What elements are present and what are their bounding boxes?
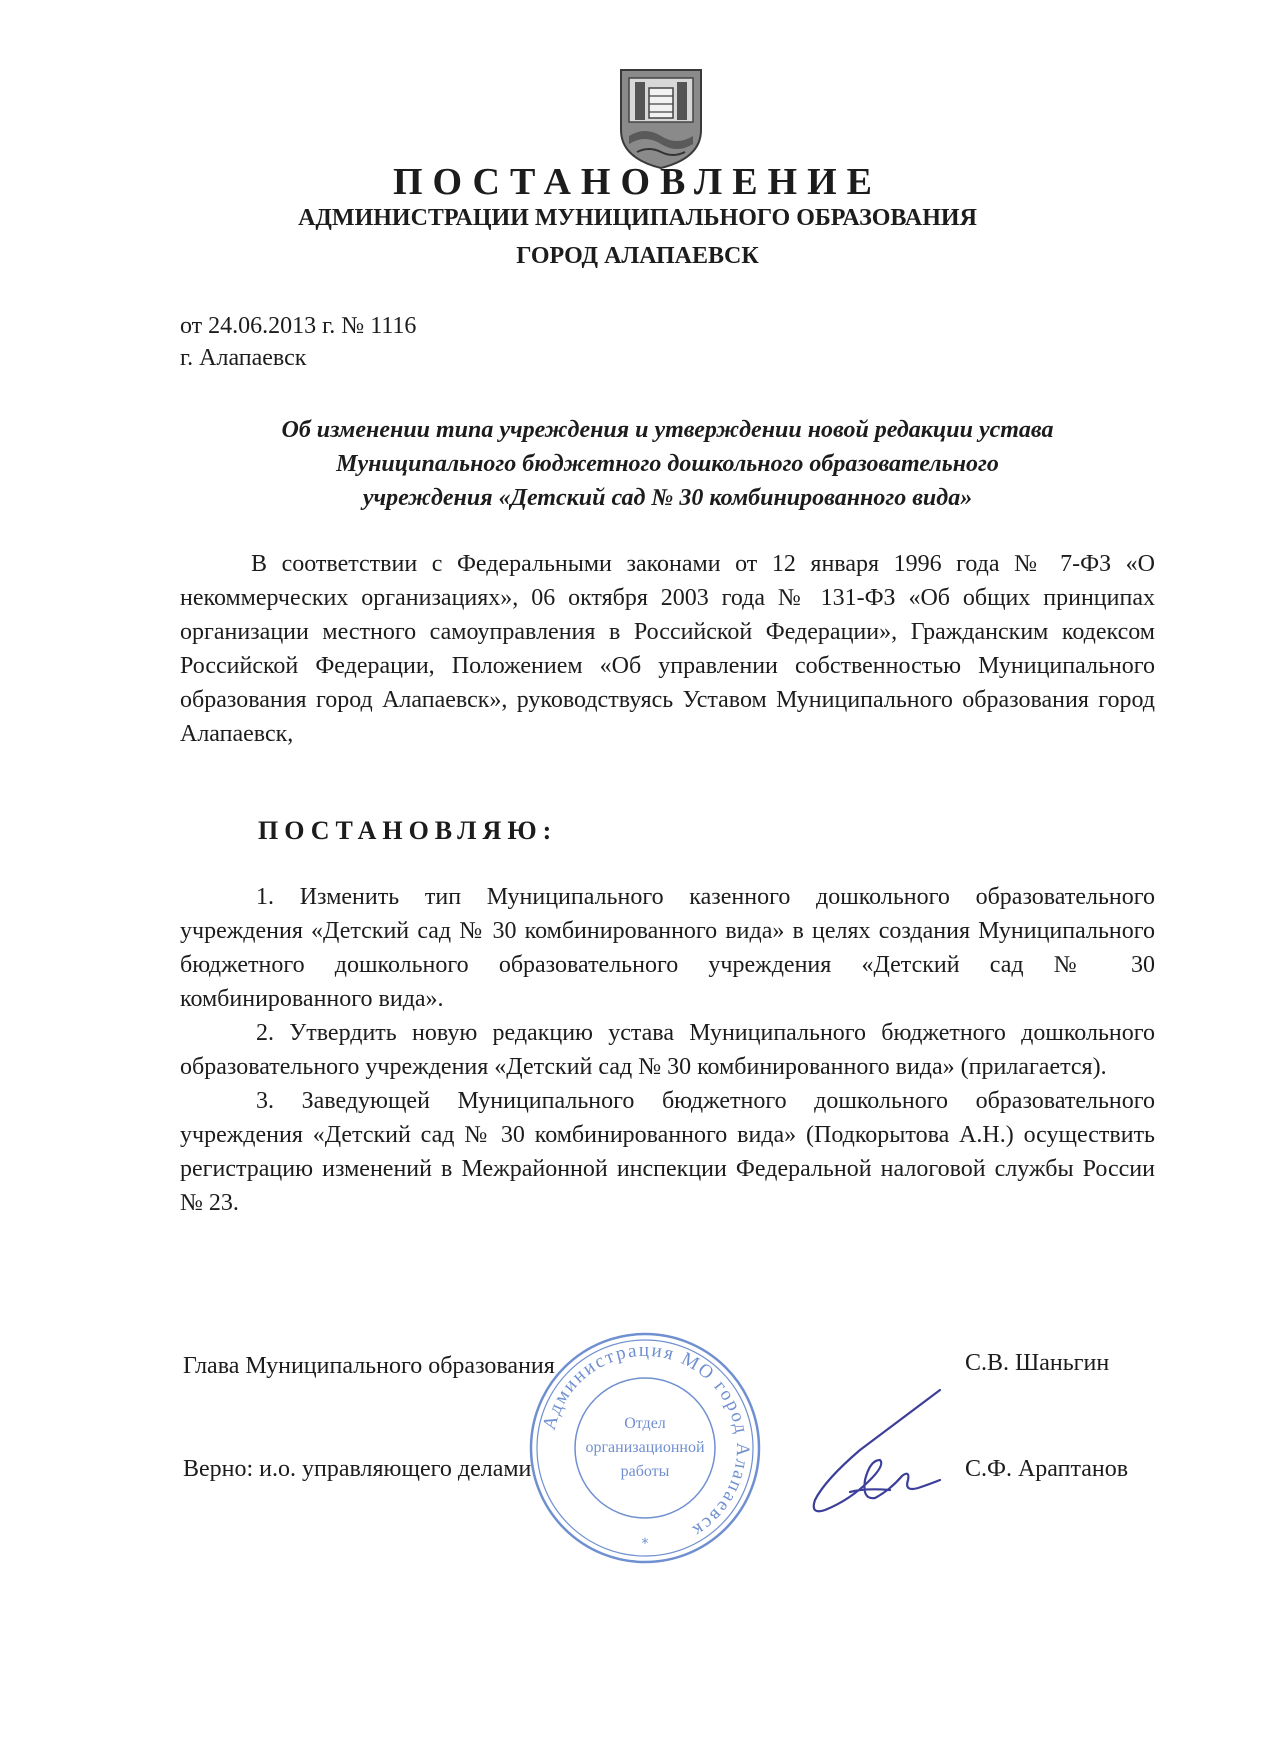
issuer-line-1: АДМИНИСТРАЦИИ МУНИЦИПАЛЬНОГО ОБРАЗОВАНИЯ xyxy=(298,205,977,231)
certifier-name: С.Ф. Араптанов xyxy=(965,1456,1129,1482)
stamp-inner-line: организационной xyxy=(585,1439,705,1456)
decree-heading: ПОСТАНОВЛЯЮ: xyxy=(258,816,558,845)
handwritten-signature xyxy=(790,1380,960,1540)
preamble-paragraph: В соответствии с Федеральными законами от 12 января 1996 года № 7-ФЗ «О некоммерческих организациях», 06 октября 2003 года № 131-ФЗ «Об общих принципах организации местного самоуправления в Российской Федерации», Гражданским кодексом Российской Федерации, Положением «Об управлении собственностью Муниципального образования город Алапаевск», руководствуясь Уставом Муниципального образования город Алапаевск, xyxy=(180,551,1155,747)
stamp-ring-text: Администрация МО город Алапаевск xyxy=(538,1339,754,1542)
issuer-line-2: ГОРОД АЛАПАЕВСК xyxy=(516,243,759,269)
document-date-number: от 24.06.2013 г. № 1116 xyxy=(180,313,417,339)
subject-line: Муниципального бюджетного дошкольного образовательного xyxy=(336,451,999,477)
subject-line: учреждения «Детский сад № 30 комбинированного вида» xyxy=(362,485,973,511)
decree-item: 1. Изменить тип Муниципального казенного дошкольного образовательного учреждения «Детский сад № 30 комбинированного вида» в целях создания Муниципального бюджетного дошкольного образовательного учреждения «Детский сад № 30 комбинированного вида». xyxy=(180,884,1155,1012)
certifier-position: Верно: и.о. управляющего делами xyxy=(183,1456,532,1482)
document-title: ПОСТАНОВЛЕНИЕ xyxy=(392,161,883,203)
decree-item: 2. Утвердить новую редакцию устава Муниципального бюджетного дошкольного образовательного учреждения «Детский сад № 30 комбинированного вида» (прилагается). xyxy=(180,1020,1155,1080)
signatory-name: С.В. Шаньгин xyxy=(965,1350,1110,1376)
decree-items xyxy=(180,880,1155,1220)
stamp-inner-line: работы xyxy=(620,1463,670,1480)
document-city: г. Алапаевск xyxy=(180,345,307,371)
stamp-inner-line: Отдел xyxy=(624,1415,666,1432)
subject-line: Об изменении типа учреждения и утверждении новой редакции устава xyxy=(281,417,1054,443)
city-coat-of-arms-icon xyxy=(615,66,707,170)
signatory-position: Глава Муниципального образования xyxy=(183,1353,555,1379)
document-subject xyxy=(180,413,1155,515)
decree-item: 3. Заведующей Муниципального бюджетного дошкольного образовательного учреждения «Детский сад № 30 комбинированного вида» (Подкорытова А.Н.) осуществить регистрацию изменений в Межрайонной инспекции Федеральной налоговой службы России № 23. xyxy=(180,1088,1155,1216)
svg-text:*: * xyxy=(641,1536,649,1552)
official-stamp xyxy=(527,1330,763,1566)
